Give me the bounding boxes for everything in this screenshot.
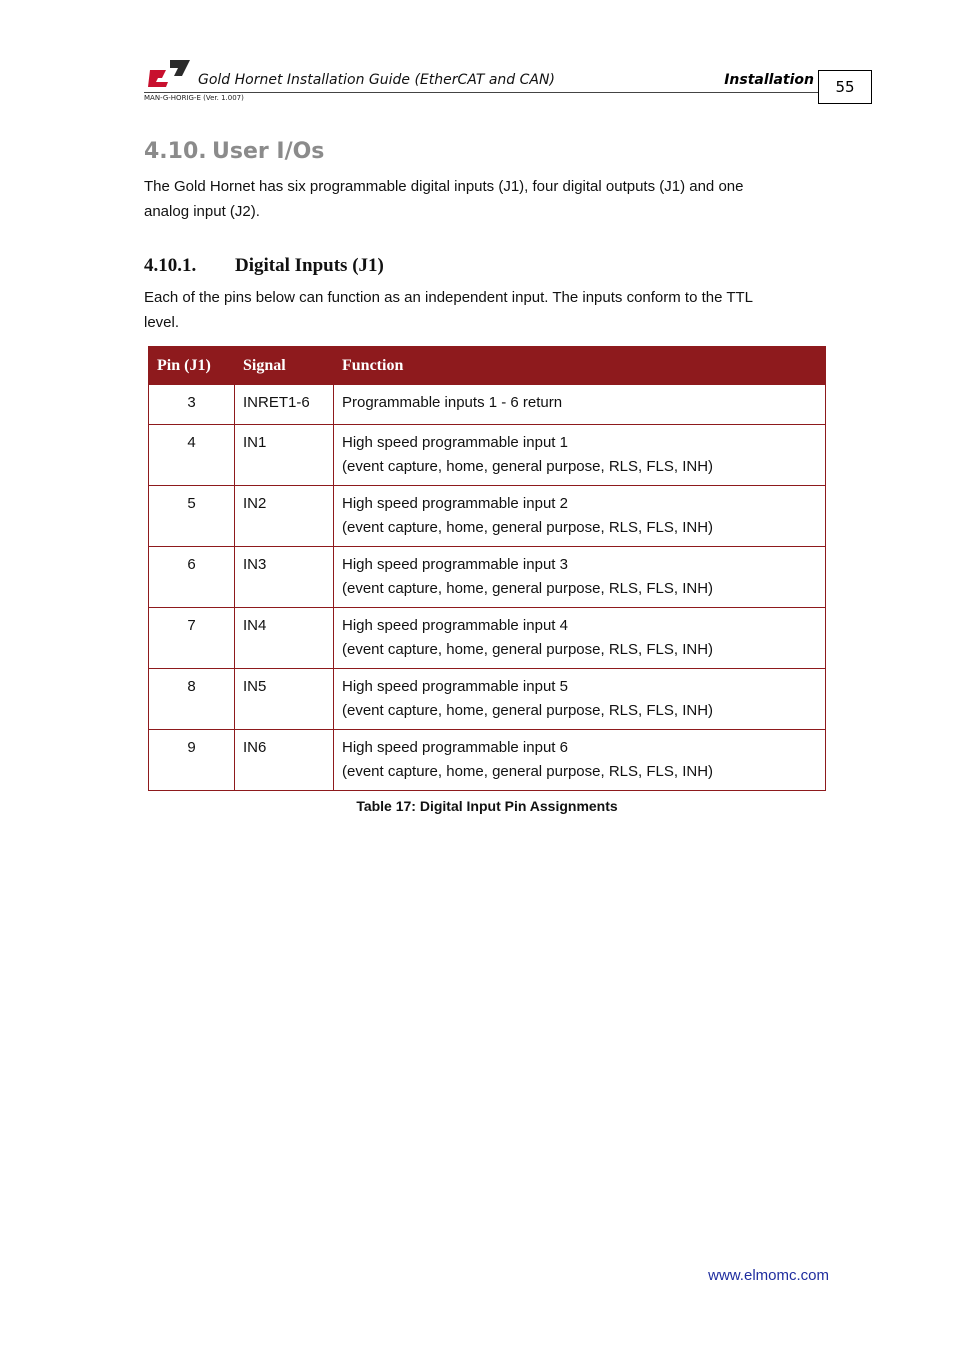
- function-cell: [334, 608, 826, 669]
- pin-assignment-table: [148, 346, 826, 791]
- function-text: High speed programmable input 1: [342, 434, 568, 451]
- table-row: [149, 669, 826, 730]
- function-detail: (event capture, home, general purpose, RLS, FLS, INH): [342, 519, 714, 536]
- signal-cell: IN2: [235, 486, 334, 547]
- header-divider: [144, 92, 818, 93]
- pin-cell: 3: [149, 385, 235, 425]
- function-cell: [334, 547, 826, 608]
- website-link[interactable]: www.elmomc.com: [708, 1267, 829, 1284]
- pin-cell: 4: [149, 425, 235, 486]
- function-text: High speed programmable input 5: [342, 678, 568, 695]
- table-row: [149, 547, 826, 608]
- signal-cell: IN4: [235, 608, 334, 669]
- signal-cell: IN1: [235, 425, 334, 486]
- subsection-text: [144, 285, 824, 335]
- section-number: 4.10.: [144, 139, 207, 164]
- table-row: [149, 425, 826, 486]
- section-heading: [144, 139, 324, 164]
- table-row: [149, 730, 826, 791]
- table-header-row: [149, 347, 826, 385]
- pin-cell: 7: [149, 608, 235, 669]
- subsection-text-line: Each of the pins below can function as an independent input. The inputs conform to the TTL: [144, 289, 754, 306]
- signal-cell: IN6: [235, 730, 334, 791]
- function-cell: [334, 486, 826, 547]
- function-text: Programmable inputs 1 - 6 return: [342, 394, 563, 411]
- section-title: User I/Os: [212, 139, 325, 164]
- elmo-logo-icon: [148, 58, 190, 88]
- pin-cell: 6: [149, 547, 235, 608]
- subsection-title: Digital Inputs (J1): [235, 255, 384, 276]
- function-cell: [334, 385, 826, 425]
- function-detail: (event capture, home, general purpose, RLS, FLS, INH): [342, 702, 714, 719]
- subsection-text-line: level.: [144, 314, 180, 331]
- section-intro-line: The Gold Hornet has six programmable digital inputs (J1), four digital outputs (J1) and one: [144, 178, 744, 195]
- document-title: Gold Hornet Installation Guide (EtherCAT and CAN): [198, 72, 555, 88]
- table-row: [149, 608, 826, 669]
- signal-cell: IN5: [235, 669, 334, 730]
- function-cell: [334, 730, 826, 791]
- signal-cell: IN3: [235, 547, 334, 608]
- section-intro-line: analog input (J2).: [144, 203, 260, 220]
- function-cell: [334, 669, 826, 730]
- function-text: High speed programmable input 4: [342, 617, 568, 634]
- function-cell: [334, 425, 826, 486]
- function-text: High speed programmable input 6: [342, 739, 568, 756]
- column-header-signal: Signal: [235, 347, 334, 385]
- subsection-number: 4.10.1.: [144, 255, 197, 276]
- subsection-heading: [144, 255, 384, 277]
- section-intro: [144, 174, 824, 224]
- table-row: [149, 385, 826, 425]
- signal-cell: INRET1-6: [235, 385, 334, 425]
- pin-cell: 8: [149, 669, 235, 730]
- page-number: 55: [818, 70, 872, 104]
- function-detail: (event capture, home, general purpose, RLS, FLS, INH): [342, 580, 714, 597]
- column-header-function: Function: [334, 347, 826, 385]
- pin-cell: 5: [149, 486, 235, 547]
- document-code: MAN-G-HORIG-E (Ver. 1.007): [144, 94, 244, 102]
- header-section-name: Installation: [724, 72, 814, 88]
- table-caption: Table 17: Digital Input Pin Assignments: [356, 798, 618, 814]
- column-header-pin: Pin (J1): [149, 347, 235, 385]
- function-detail: (event capture, home, general purpose, RLS, FLS, INH): [342, 641, 714, 658]
- function-text: High speed programmable input 2: [342, 495, 568, 512]
- function-detail: (event capture, home, general purpose, RLS, FLS, INH): [342, 763, 714, 780]
- pin-cell: 9: [149, 730, 235, 791]
- table-row: [149, 486, 826, 547]
- function-text: High speed programmable input 3: [342, 556, 568, 573]
- function-detail: (event capture, home, general purpose, RLS, FLS, INH): [342, 458, 714, 475]
